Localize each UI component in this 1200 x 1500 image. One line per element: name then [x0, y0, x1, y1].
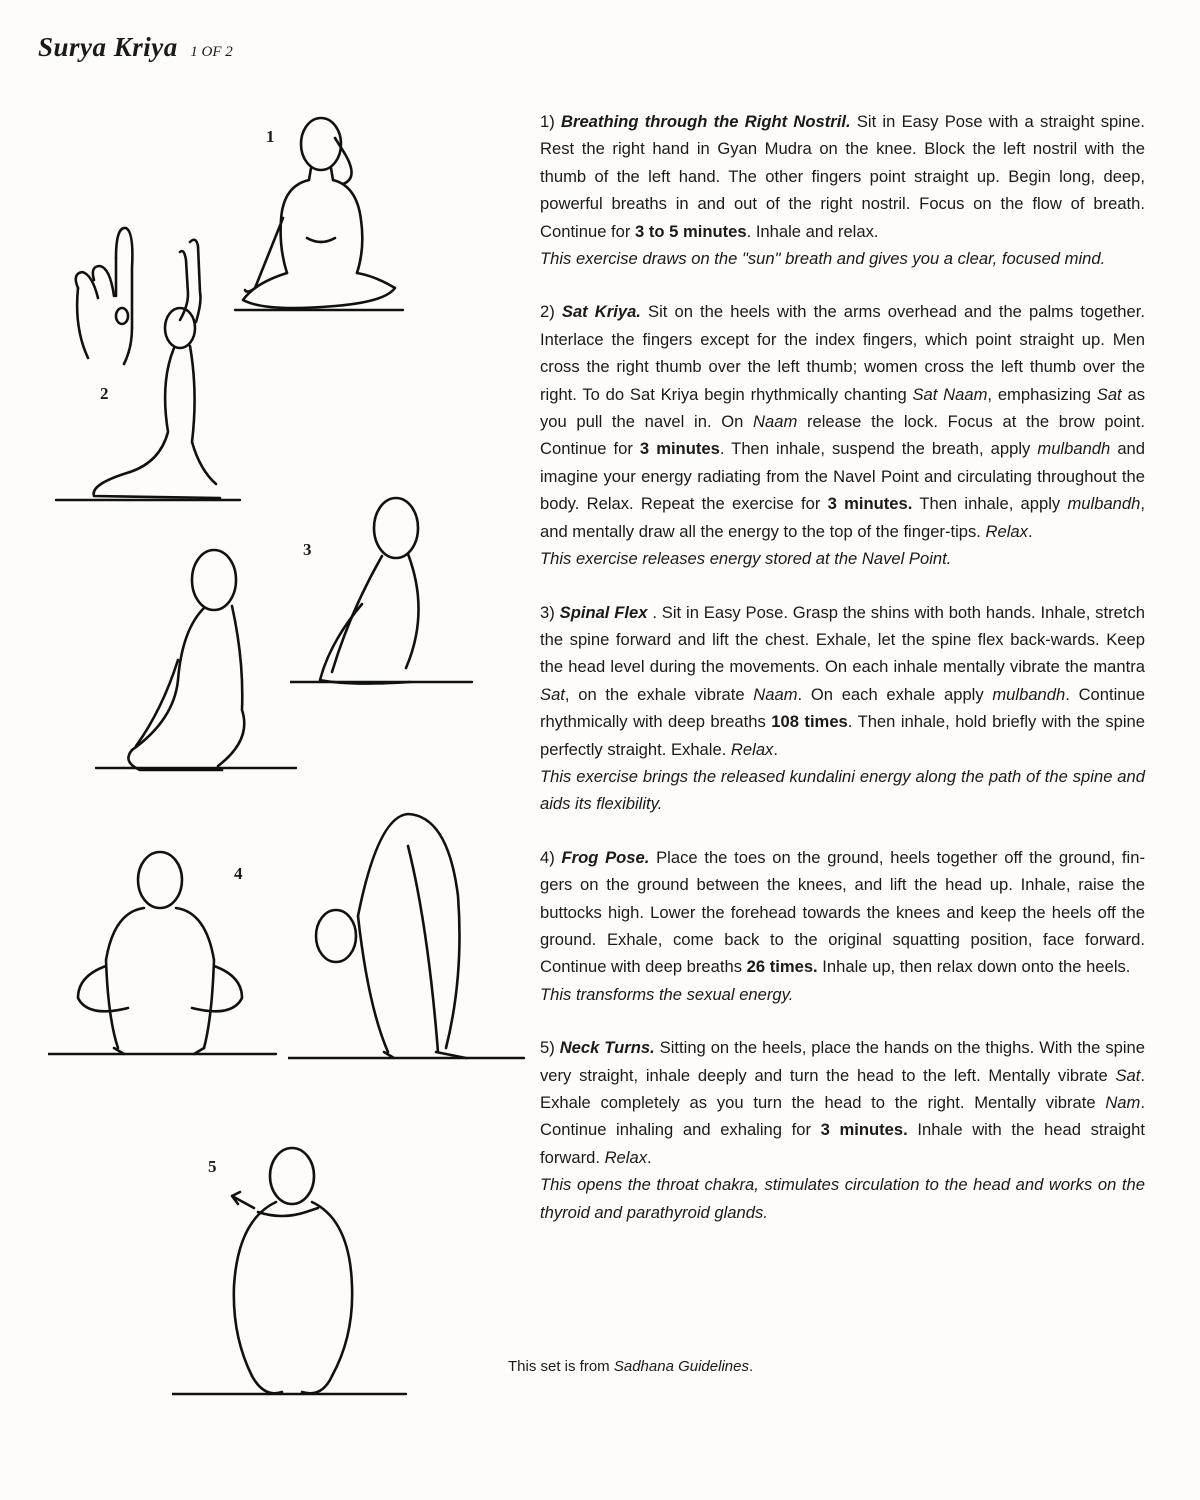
figure-3-label: 3 [303, 540, 312, 559]
exercise-body-run: as you pull the navel in. On [540, 384, 1145, 432]
exercise-number: 2) [540, 302, 555, 322]
exercise-text-column [540, 108, 1145, 1226]
exercise-body-run: Sat [1096, 384, 1122, 404]
exercise-body-run: , and mentally draw all the energy to the top of the finger-tips. [540, 494, 1145, 541]
exercise-body-run: , emphasizing [987, 384, 1097, 404]
exercise-title: Frog Pose. [561, 847, 650, 867]
exercise-note: This exercise brings the released kundalini energy along the path of the spine and aids its flexibility. [540, 766, 1145, 814]
exercise-1 [540, 108, 1145, 272]
exercise-body-run: mulbandh [1067, 494, 1141, 514]
exercise-body-run: Then inhale, apply [912, 494, 1068, 514]
page-number: 1 OF 2 [190, 44, 233, 60]
exercise-body-run: Inhale up, then relax down onto the heels. [817, 957, 1131, 977]
figure-2-label: 2 [100, 384, 109, 403]
page-title: Surya Kriya [38, 32, 178, 62]
exercise-body-run: , on the exhale vibrate [564, 684, 754, 704]
figure-4-label: 4 [234, 864, 243, 883]
exercise-body-run: mulbandh [992, 684, 1066, 704]
exercise-body-run: 3 minutes [639, 439, 720, 459]
exercise-body-run: Sat Naam [912, 384, 988, 404]
exercise-body-run: Relax [730, 739, 774, 759]
exercise-body-run: 108 times [771, 712, 848, 732]
exercise-body-run: Naam [753, 684, 798, 704]
exercise-body-run: . On each exhale apply [797, 684, 993, 704]
exercise-body-run: Sit on the heels with the arms overhead and the palms together. Interlace the fingers except for the index fingers, which point straight up. Men cross the right thumb over the left thumb; women cross the left thumb over the right. To do Sat Kriya begin rhythmically chanting [540, 302, 1145, 404]
exercise-body-run: Place the toes on the ground, heels together off the ground, fin-gers on the ground between the knees, and lift the head up. Inhale, raise the buttocks high. Lower the forehead towards the knees and keep the heels off the ground. Exhale, come back to the original squatting position, face forward. Continue with deep breaths [540, 847, 1145, 977]
exercise-body-run: Sitting on the heels, place the hands on the thighs. With the spine very straight, inhale deeply and turn the head to the left. Mentally vibrate [540, 1038, 1145, 1085]
exercise-body-run: Relax [604, 1147, 647, 1167]
exercise-body-run: . Then inhale, hold briefly with the spine perfectly straight. Exhale. [540, 712, 1145, 759]
exercise-note: This exercise draws on the "sun" breath and gives you a clear, focused mind. [540, 249, 1106, 269]
exercise-body-run: 3 minutes. [827, 494, 913, 514]
exercise-title: Breathing through the Right Nostril. [561, 112, 851, 131]
figure-1-illustration [225, 108, 415, 328]
figure-2-illustration [50, 232, 250, 512]
exercise-body-run: 3 minutes. [820, 1120, 908, 1140]
exercise-body-run: Naam [753, 412, 798, 432]
exercise-note: This transforms the sexual energy. [540, 984, 794, 1004]
figure-4-illustration-squat [48, 848, 278, 1068]
figure-1-label: 1 [266, 127, 275, 146]
source-suffix: . [748, 1358, 754, 1375]
exercise-title: Neck Turns. [559, 1038, 655, 1058]
figure-5-label: 5 [208, 1157, 217, 1176]
exercise-body-run: Sat [1115, 1065, 1141, 1085]
exercise-body-run: Sit in Easy Pose with a straight spine. Rest the right hand in Gyan Mudra on the knee. Block the left nostril with the thumb of the left hand. The other fingers point straight up. Begin long, deep, powerful breaths in and out of the right nostril. Focus on the flow of breath. Continue for [540, 112, 1145, 241]
exercise-title: Sat Kriya. [561, 302, 641, 322]
exercise-number: 3) [540, 602, 555, 622]
exercise-body-run: mulbandh [1037, 439, 1111, 459]
exercise-body-run: . [773, 739, 778, 759]
exercise-number: 4) [540, 847, 555, 867]
exercise-body-run: and imagine your energy radiating from the Navel Point and circulating throughout the body. Relax. Repeat the exercise for [540, 439, 1146, 514]
exercise-body-run: . Then inhale, suspend the breath, apply [719, 439, 1038, 459]
page-header [38, 32, 233, 63]
exercise-5 [540, 1034, 1145, 1226]
source-title: Sadhana Guidelines [613, 1358, 749, 1375]
exercise-body-run: 3 to 5 minutes [635, 221, 747, 241]
exercise-body-run: release the lock. Focus at the brow point. Continue for [540, 412, 1145, 459]
exercise-body-run: Relax [985, 521, 1028, 541]
exercise-number: 5) [540, 1038, 555, 1058]
figure-5-illustration [172, 1136, 412, 1416]
figure-4-illustration-raised [288, 806, 528, 1066]
exercise-body-run: Sat [540, 684, 565, 704]
exercise-body-run: . [1027, 521, 1033, 541]
source-prefix: This set is from [508, 1358, 614, 1375]
exercise-body-run: 26 times. [746, 957, 818, 977]
exercise-number: 1) [540, 112, 555, 131]
exercise-3 [540, 599, 1145, 818]
exercise-body-run: . Continue rhythmically with deep breaths [540, 684, 1145, 732]
exercise-body-run: . Inhale and relax. [746, 221, 879, 241]
figure-3-illustration-front [92, 540, 302, 780]
exercise-note: This exercise releases energy stored at the Navel Point. [540, 549, 952, 569]
source-note [508, 1358, 753, 1375]
exercise-body-run: . Sit in Easy Pose. Grasp the shins with both hands. Inhale, stretch the spine forward and lift the chest. Exhale, let the spine flex back-wards. Keep the head level during the movements. On each inhale mentally vibrate the mantra [540, 602, 1145, 677]
figure-3-illustration-side [290, 492, 480, 692]
exercise-note: This opens the throat chakra, stimulates circulation to the head and works on the thyroid and parathyroid glands. [540, 1175, 1145, 1222]
exercise-body-run: . Continue inhaling and exhaling for [540, 1093, 1145, 1140]
exercise-body-run: . Exhale completely as you turn the head to the right. Mentally vibrate [540, 1065, 1145, 1112]
exercise-4 [540, 844, 1145, 1008]
exercise-body-run: . [647, 1147, 652, 1167]
exercise-title: Spinal Flex [559, 602, 648, 622]
exercise-2 [540, 298, 1145, 572]
exercise-body-run: Inhale with the head straight forward. [540, 1120, 1145, 1167]
exercise-body-run: Nam [1105, 1093, 1141, 1112]
